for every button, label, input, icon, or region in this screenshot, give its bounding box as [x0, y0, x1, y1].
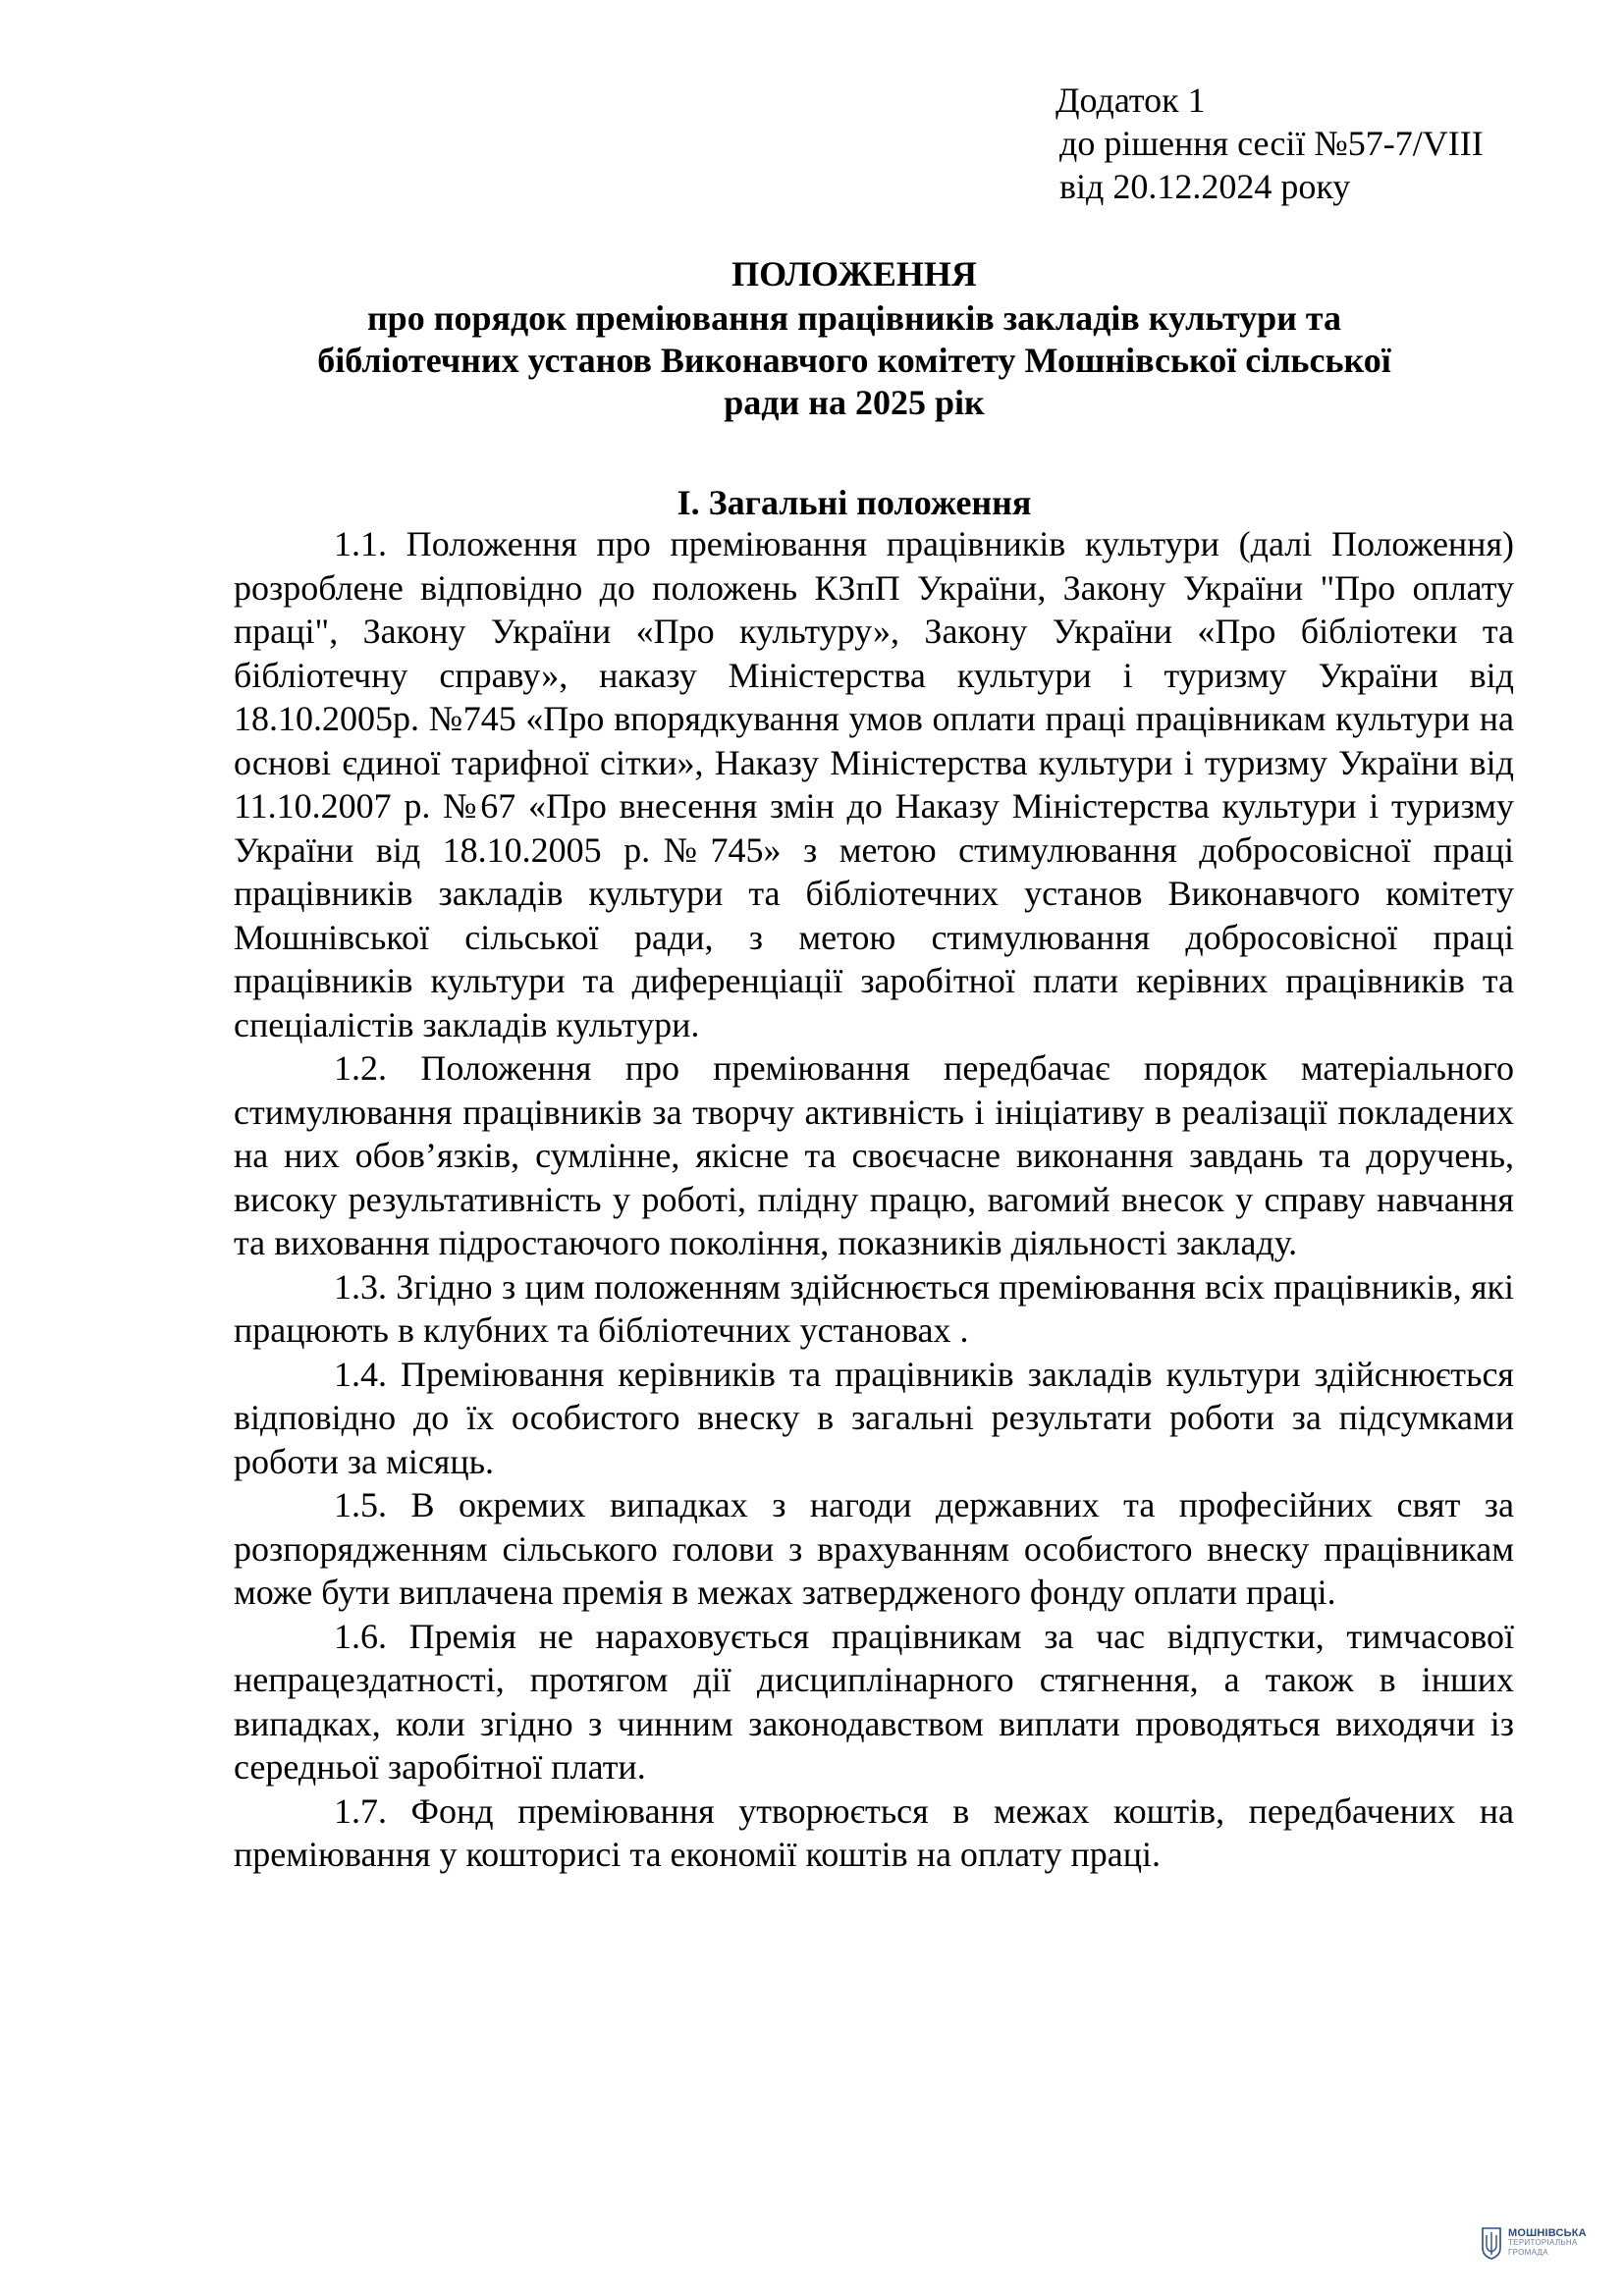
annex-date: від 20.12.2024 року [1059, 167, 1351, 206]
annex-number: Додаток 1 [1056, 80, 1206, 120]
paragraph-1-2: 1.2. Положення про преміювання передбачає порядок матеріального стимулювання працівників за творчу активність і ініціативу в реалізації покладених на них обов’язків, сумлінне, якісне та своєчасне виконання завдань та доручень, високу результативність у роботі, плідну працю, вагомий внесок у справу навчання та виховання підростаючого покоління, показників діяльності закладу. [234, 1048, 1514, 1262]
community-logo [1481, 2226, 1587, 2260]
annex-block [1056, 79, 1484, 208]
paragraph-1-5: 1.5. В окремих випадках з нагоди державних та професійних свят за розпорядженням сільського голови з врахуванням особистого внеску працівникам може бути виплачена премія в межах затвердженого фонду оплати праці. [234, 1485, 1514, 1612]
paragraph-1-1: 1.1. Положення про преміювання працівників культури (далі Положення) розроблене відповідно до положень КЗпП України, Закону України "Про оплату праці", Закону України «Про культуру», Закону України «Про бібліотеки та бібліотечну справу», наказу Міністерства культури і туризму України від 18.10.2005р. №745 «Про впорядкування умов оплати праці працівникам культури на основі єдиної тарифної сітки», Наказу Міністерства культури і туризму України від 11.10.2007 р. №67 «Про внесення змін до Наказу Міністерства культури і туризму України від 18.10.2005 р.№745» з метою стимулювання добросовісної праці працівників закладів культури та бібліотечних установ Виконавчого комітету Мошнівської сільської ради, з метою стимулювання добросовісної праці працівників культури та диференціації заробітної плати керівних працівників та спеціалістів закладів культури. [234, 524, 1514, 1044]
logo-line-2: ТЕРИТОРІАЛЬНА [1508, 2238, 1578, 2247]
paragraph-1-7: 1.7. Фонд преміювання утворюється в межах коштів, передбачених на преміювання у кошторисі та економії коштів на оплату праці. [234, 1790, 1514, 1874]
logo-line-3: ГРОМАДА [1508, 2248, 1548, 2257]
document-title [236, 253, 1473, 424]
logo-line-1: МОШНІВСЬКА [1508, 2227, 1587, 2239]
paragraph-1-6: 1.6. Премія не нараховується працівникам за час відпустки, тимчасової непрацездатності, протягом дії дисциплінарного стягнення, а також в інших випадках, коли згідно з чинним законодавством виплати проводяться виходячи із середньої заробітної плати. [234, 1616, 1514, 1787]
title-line-3: ради на 2025 рік [724, 383, 985, 422]
paragraph-1-3: 1.3. Згідно з цим положенням здійснюється преміювання всіх працівників, які працюють в клубних та бібліотечних установах . [234, 1266, 1514, 1350]
annex-decision-ref: до рішення сесії №57-7/VIII [1059, 124, 1484, 163]
paragraph-1-4: 1.4. Преміювання керівників та працівників закладів культури здійснюється відповідно до їх особистого внеску в загальні результати роботи за підсумками роботи за місяць. [234, 1354, 1514, 1481]
logo-text [1508, 2228, 1587, 2258]
title-main: ПОЛОЖЕННЯ [731, 254, 977, 294]
section-heading: І. Загальні положення [677, 483, 1032, 522]
document-body [234, 522, 1514, 1877]
title-line-2: бібліотечних установ Виконавчого комітету Мошнівської сільської [317, 341, 1391, 380]
trident-emblem-icon [1481, 2226, 1502, 2260]
title-line-1: про порядок преміювання працівників закладів культури та [366, 298, 1342, 338]
